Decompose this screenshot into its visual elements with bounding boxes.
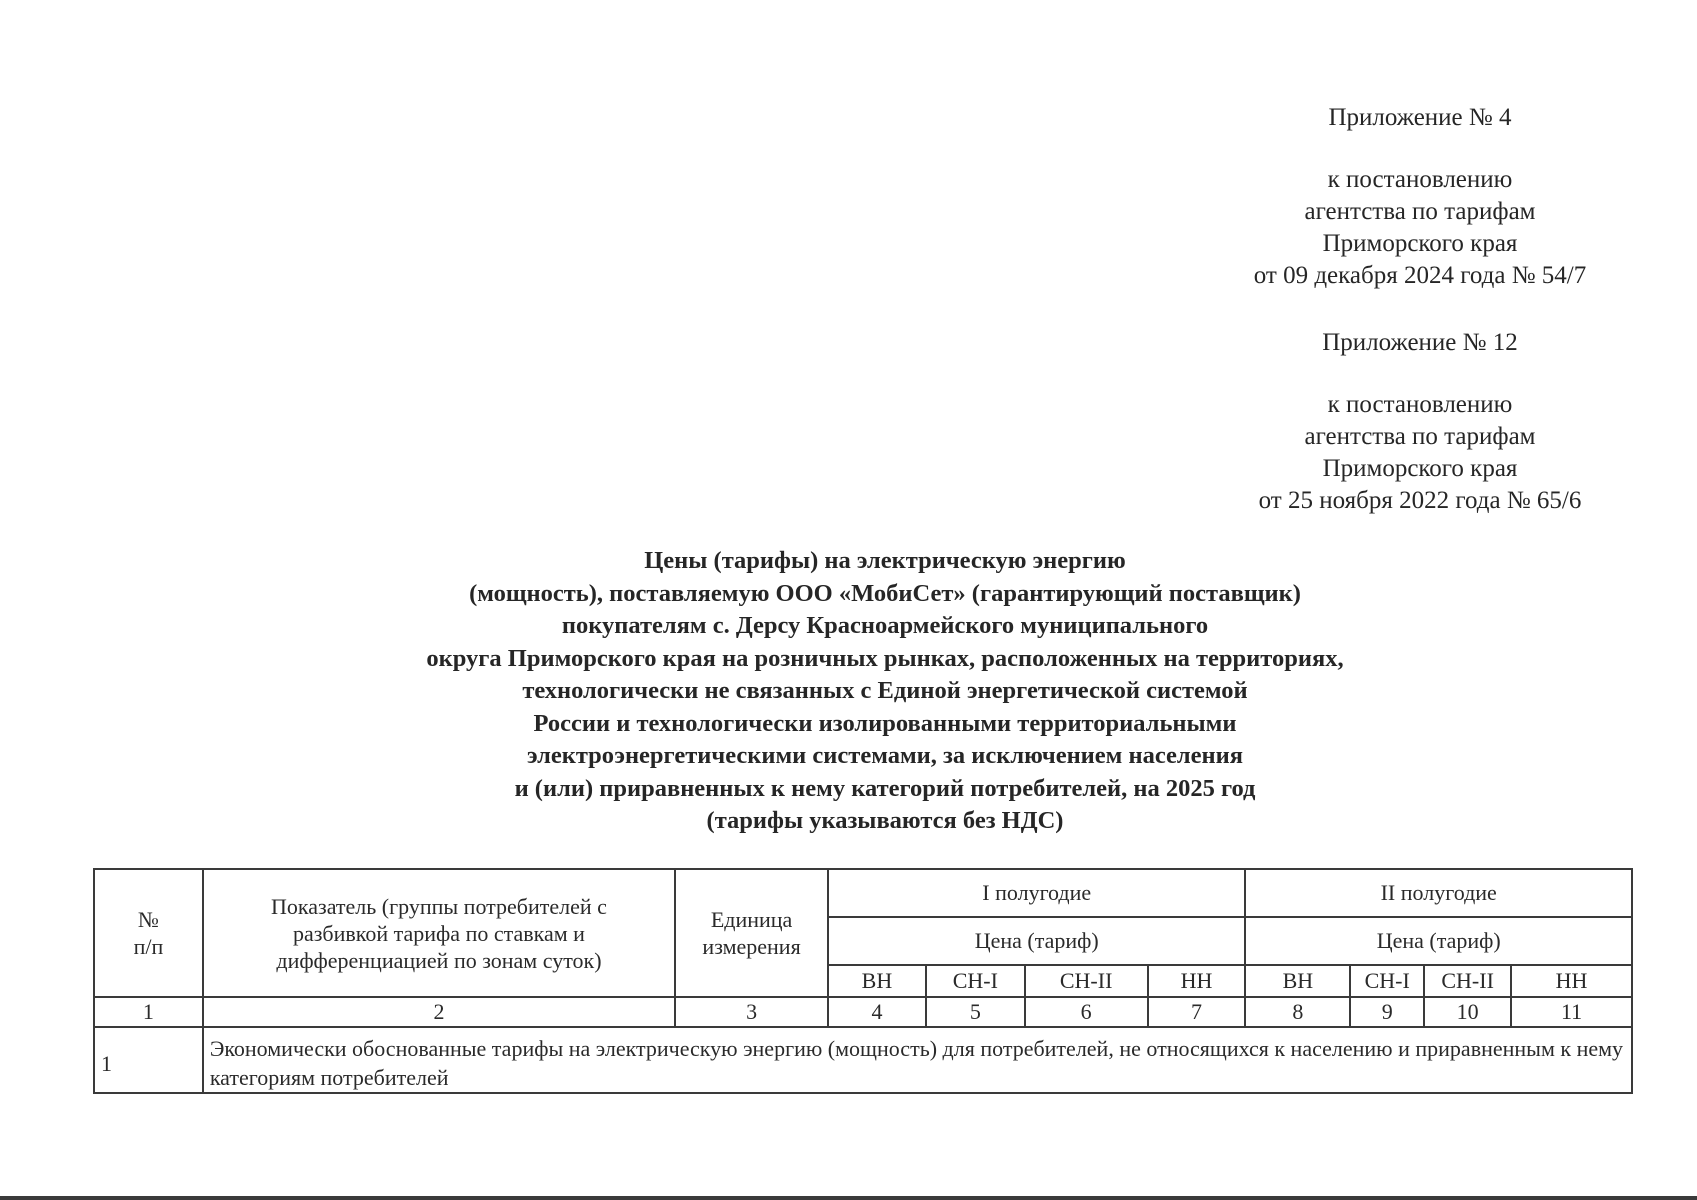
row-text: Экономически обоснованные тарифы на электрическую энергию (мощность) для потребителей, не относящихся к населению и приравненным к нему категориям потребителей	[203, 1027, 1632, 1093]
column-number: 11	[1511, 997, 1632, 1027]
title-line: (тарифы указываются без НДС)	[706, 807, 1064, 834]
header-voltage-level: ВН	[828, 965, 926, 997]
title-line: покупателям с. Дерсу Красноармейского муниципального	[561, 612, 1209, 639]
title-line: Цены (тарифы) на электрическую энергию	[644, 547, 1126, 574]
column-number: 7	[1148, 997, 1246, 1027]
header-price-1: Цена (тариф)	[828, 917, 1245, 965]
header-num-line: №	[137, 907, 159, 932]
column-number: 1	[94, 997, 203, 1027]
title-line: России и технологически изолированными территориальными	[533, 709, 1237, 737]
header-voltage-level: НН	[1148, 965, 1246, 997]
title-line: (мощность), поставляемую ООО «МобиСет» (гарантирующий поставщик)	[469, 579, 1301, 607]
table-row	[94, 1027, 1632, 1093]
header-voltage-level: ВН	[1245, 965, 1350, 997]
header-voltage-level: СН-II	[1025, 965, 1148, 997]
column-number: 8	[1245, 997, 1350, 1027]
header-price-2: Цена (тариф)	[1245, 917, 1632, 965]
header-voltage-level: СН-I	[1350, 965, 1424, 997]
header-num	[94, 869, 203, 997]
annex-12-line: от 25 ноября 2022 года № 65/6	[1258, 487, 1582, 514]
column-number: 3	[675, 997, 828, 1027]
scan-bottom-edge	[0, 1196, 1697, 1200]
tariff-table	[93, 868, 1633, 1094]
header-indicator-line: Показатель (группы потребителей с	[271, 893, 607, 919]
header-half-1: I полугодие	[828, 869, 1245, 917]
annex-12-line: Приморского края	[1322, 455, 1518, 482]
column-number: 5	[926, 997, 1025, 1027]
spacer	[1180, 134, 1660, 164]
annex-4-line: от 09 декабря 2024 года № 54/7	[1253, 262, 1587, 289]
title-line: и (или) приравненных к нему категорий потребителей, на 2025 год	[514, 774, 1256, 802]
header-unit-line: измерения	[702, 934, 801, 959]
header-num-line: п/п	[133, 934, 164, 959]
column-number: 9	[1350, 997, 1424, 1027]
header-voltage-level: НН	[1511, 965, 1632, 997]
annex-4-line: агентства по тарифам	[1304, 198, 1536, 225]
annex-12-line: агентства по тарифам	[1304, 423, 1536, 450]
row-number: 1	[94, 1027, 203, 1093]
document-title	[240, 545, 1530, 838]
header-half-2: II полугодие	[1245, 869, 1632, 917]
spacer	[1190, 359, 1650, 389]
header-indicator-line: дифференциацией по зонам суток)	[276, 947, 602, 973]
header-indicator	[203, 869, 675, 997]
header-unit-line: Единица	[710, 907, 793, 932]
header-unit	[675, 869, 828, 997]
header-voltage-level: СН-II	[1424, 965, 1511, 997]
title-line: технологически не связанных с Единой энергетической системой	[522, 677, 1248, 704]
annex-4-title: Приложение № 4	[1328, 104, 1512, 131]
title-line: электроэнергетическими системами, за исключением населения	[526, 742, 1244, 769]
header-voltage-level: СН-I	[926, 965, 1025, 997]
column-number: 6	[1025, 997, 1148, 1027]
annex-12-line: к постановлению	[1327, 391, 1513, 418]
column-number: 2	[203, 997, 675, 1027]
annex-12-title: Приложение № 12	[1322, 329, 1518, 356]
header-indicator-line: разбивкой тарифа по ставкам и	[292, 920, 585, 946]
annex-12-block	[1190, 327, 1650, 517]
annex-4-line: Приморского края	[1322, 230, 1518, 257]
column-number: 4	[828, 997, 926, 1027]
annex-4-block	[1180, 102, 1660, 292]
title-line: округа Приморского края на розничных рынках, расположенных на территориях,	[426, 644, 1344, 672]
column-number: 10	[1424, 997, 1511, 1027]
annex-4-line: к постановлению	[1327, 166, 1513, 193]
